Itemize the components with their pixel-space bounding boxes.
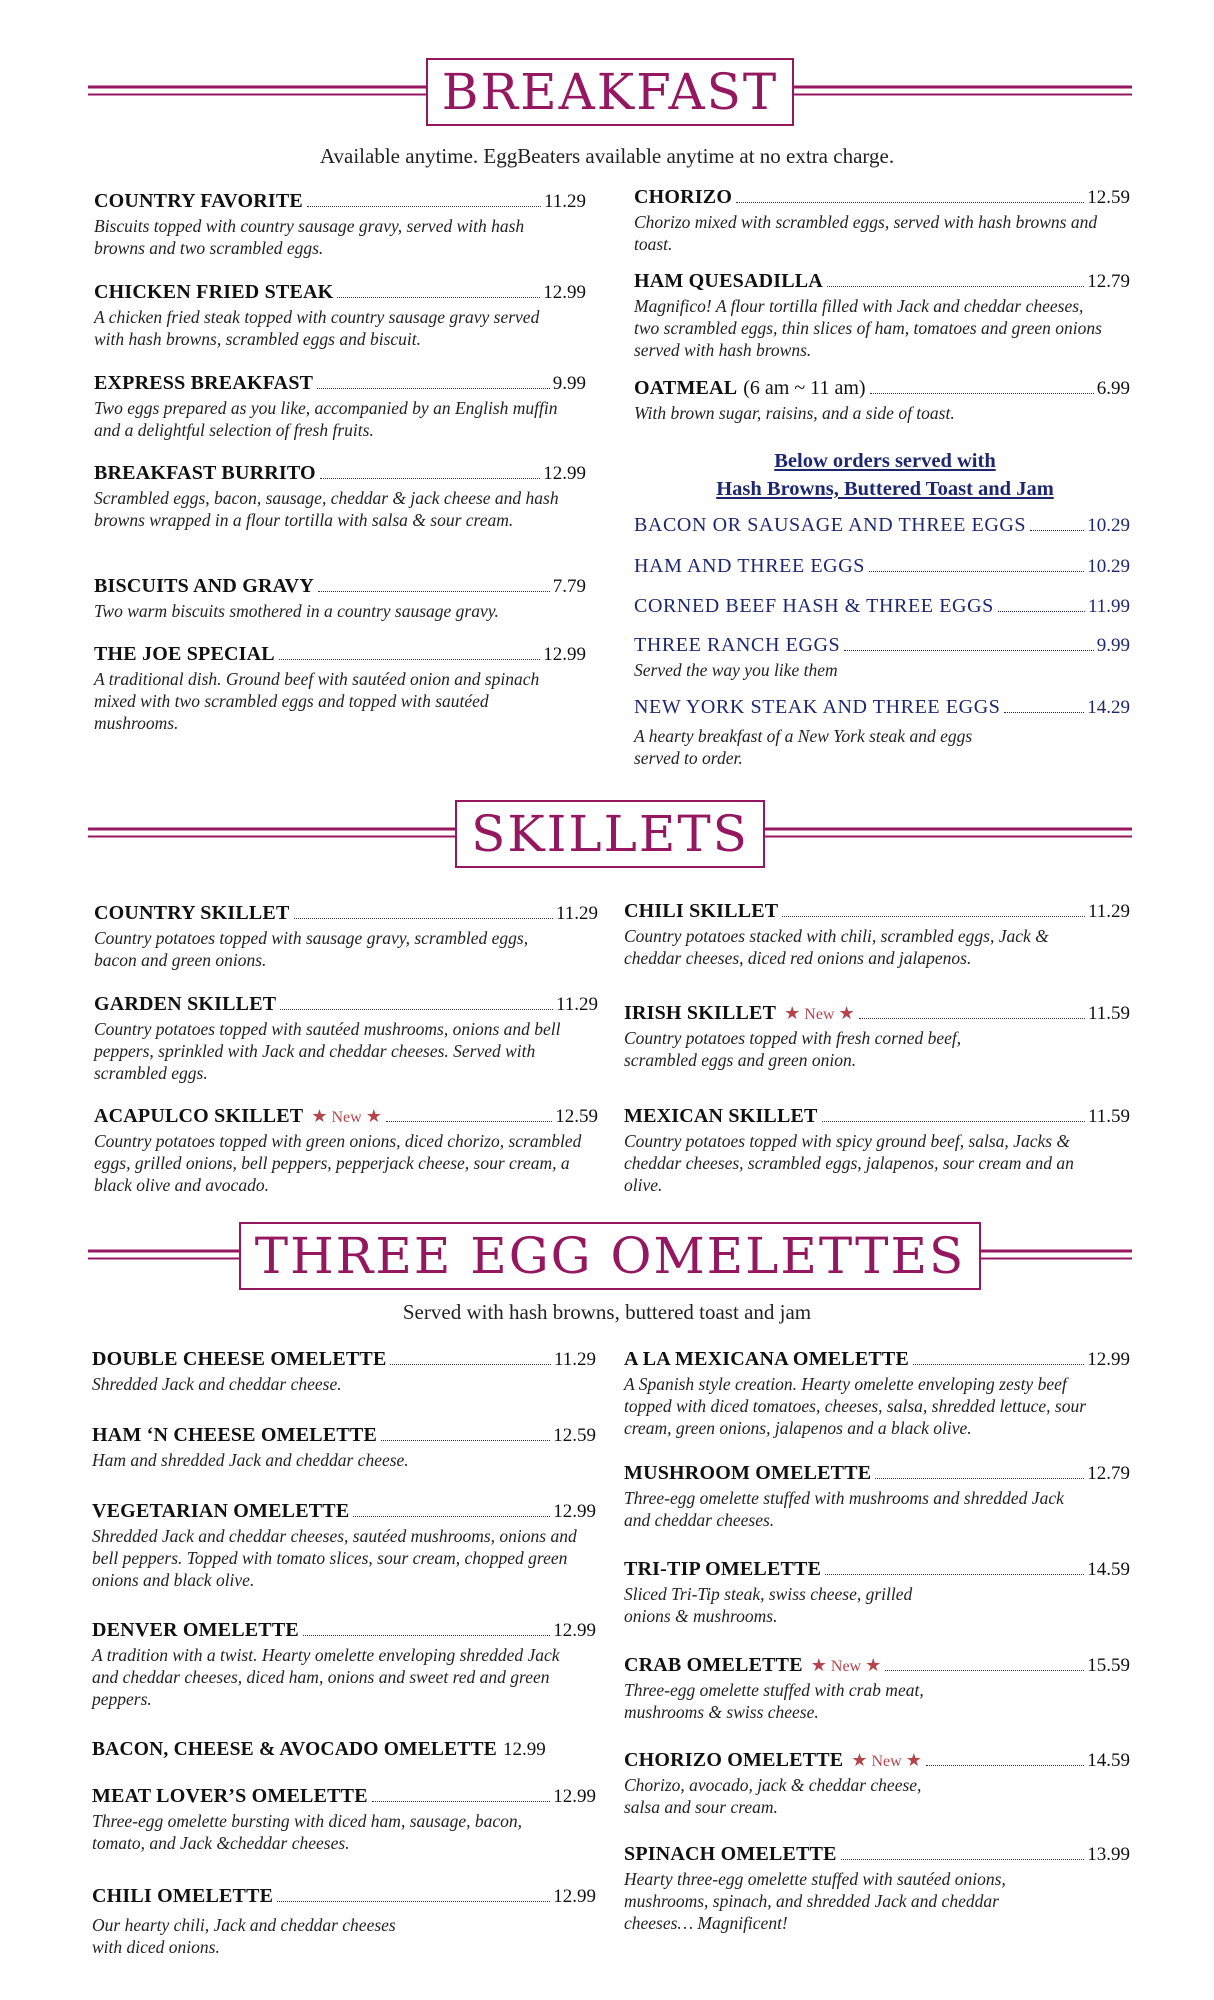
item-description: Our hearty chili, Jack and cheddar cheeses with diced onions. (92, 1915, 396, 1957)
omelettes-subtitle: Served with hash browns, buttered toast and jam (402, 1300, 812, 1324)
star-icon: ★ (838, 1003, 855, 1023)
item-description: A chicken fried steak topped with country sausage gravy served with hash browns, scrambled eggs and biscuit. (94, 307, 540, 349)
leader-dots (885, 1670, 1084, 1671)
leader-dots (913, 1364, 1084, 1365)
leader-dots (277, 1901, 550, 1902)
item-price: 6.99 (1096, 378, 1130, 399)
item-price: 12.99 (553, 1620, 596, 1641)
item-description: Ham and shredded Jack and cheddar cheese. (92, 1450, 409, 1470)
item-name: DENVER OMELETTE (92, 1619, 299, 1641)
item-description: Biscuits topped with country sausage gravy, served with hash browns and two scrambled eggs. (94, 216, 525, 258)
menu-item (634, 186, 1130, 255)
item-description: Country potatoes topped with sausage gravy, scrambled eggs, bacon and green onions. (94, 928, 529, 970)
item-name: EXPRESS BREAKFAST (94, 372, 314, 394)
leader-dots (1030, 530, 1084, 531)
leader-dots (825, 1574, 1084, 1575)
star-icon: ★ (311, 1106, 328, 1126)
item-name: CHILI SKILLET (624, 900, 779, 922)
item-name: COUNTRY FAVORITE (94, 190, 303, 212)
item-description: A traditional dish. Ground beef with sautéed onion and spinach mixed with two scrambled eggs and topped with sautéed mushrooms. (94, 669, 540, 733)
star-icon: ★ (851, 1750, 868, 1770)
item-price: 12.99 (543, 463, 586, 484)
new-badge (811, 1655, 882, 1676)
menu-item (94, 643, 586, 734)
star-icon: ★ (810, 1655, 827, 1675)
item-name: THE JOE SPECIAL (94, 643, 275, 665)
item-description: Three-egg omelette stuffed with mushrooms and shredded Jack and cheddar cheeses. (624, 1488, 1064, 1530)
item-name: A LA MEXICANA OMELETTE (624, 1348, 910, 1370)
item-name: THREE RANCH EGGS (634, 634, 841, 656)
leader-dots (318, 591, 550, 592)
leader-dots (386, 1121, 552, 1122)
item-description: A hearty breakfast of a New York steak and eggs served to order. (634, 726, 973, 768)
breakfast-subtitle: Available anytime. EggBeaters available anytime at no extra charge. (319, 144, 895, 168)
item-price: 11.29 (1087, 901, 1130, 922)
leader-dots (841, 1859, 1085, 1860)
item-description: With brown sugar, raisins, and a side of toast. (634, 403, 955, 423)
item-price: 14.59 (1087, 1559, 1130, 1580)
item-name: CHORIZO (634, 186, 733, 208)
item-description: Chorizo mixed with scrambled eggs, served with hash browns and toast. (634, 212, 1098, 254)
leader-dots (998, 611, 1085, 612)
item-name: GARDEN SKILLET (94, 993, 277, 1015)
menu-item (92, 1785, 596, 1854)
item-price: 12.99 (553, 1786, 596, 1807)
new-label: New (804, 1006, 835, 1023)
item-name: BACON, CHEESE & AVOCADO OMELETTE (92, 1739, 497, 1760)
item-name: HAM ‘N CHEESE OMELETTE (92, 1424, 377, 1446)
leader-dots (303, 1635, 550, 1636)
leader-dots (320, 478, 540, 479)
leader-dots (381, 1440, 550, 1441)
menu-item (92, 1885, 596, 1958)
new-badge (851, 1750, 922, 1771)
item-price: 12.79 (1087, 271, 1130, 292)
item-description: Country potatoes topped with fresh corned beef, scrambled eggs and green onion. (624, 1028, 962, 1070)
menu-item (634, 514, 1130, 537)
leader-dots (859, 1018, 1085, 1019)
leader-dots (372, 1801, 551, 1802)
leader-dots (782, 916, 1085, 917)
item-description: Chorizo, avocado, jack & cheddar cheese, salsa and sour cream. (624, 1775, 922, 1817)
menu-item (94, 902, 598, 971)
menu-item (94, 462, 586, 531)
item-price: 14.59 (1087, 1750, 1130, 1771)
item-description: Magnifico! A flour tortilla filled with Jack and cheddar cheeses, two scrambled eggs, thin slices of ham, tomatoes and green onions served with hash browns. (634, 296, 1102, 360)
item-description: Country potatoes topped with green onions, diced chorizo, scrambled eggs, grilled onions, bell peppers, pepperjack cheese, sour cream, a black olive and avocado. (94, 1131, 582, 1195)
menu-item (94, 993, 598, 1084)
menu-item (624, 1002, 1130, 1071)
item-description: Shredded Jack and cheddar cheeses, sautéed mushrooms, onions and bell peppers. Topped with tomato slices, sour cream, chopped green onions and black olive. (92, 1526, 577, 1590)
item-description: Three-egg omelette stuffed with crab meat, mushrooms & swiss cheese. (624, 1680, 924, 1722)
omelettes-banner (88, 1222, 1132, 1290)
leader-dots (279, 659, 540, 660)
leader-dots (875, 1478, 1084, 1479)
item-description: Country potatoes topped with spicy ground beef, salsa, Jacks & cheddar cheeses, scrambled eggs, jalapenos, sour cream and an olive. (624, 1131, 1074, 1195)
leader-dots (317, 388, 550, 389)
item-description: Served the way you like them (634, 660, 838, 680)
item-name: MUSHROOM OMELETTE (624, 1462, 872, 1484)
breakfast-banner (88, 58, 1132, 126)
leader-dots (736, 202, 1084, 203)
leader-dots (353, 1516, 550, 1517)
skillets-banner (88, 800, 1132, 868)
menu-item (624, 1348, 1130, 1439)
item-description: Shredded Jack and cheddar cheese. (92, 1374, 342, 1394)
item-price: 12.99 (502, 1739, 546, 1760)
item-name: MEXICAN SKILLET (624, 1105, 818, 1127)
new-label: New (871, 1753, 902, 1770)
item-description: A Spanish style creation. Hearty omelette enveloping zesty beef topped with diced tomatoes, cheeses, salsa, shredded lettuce, sour cream, green onions, jalapenos and a black olive. (624, 1374, 1087, 1438)
item-price: 11.29 (555, 903, 598, 924)
item-price: 13.99 (1087, 1844, 1130, 1865)
item-price: 15.59 (1087, 1655, 1130, 1676)
menu-item (94, 575, 586, 622)
item-name: MEAT LOVER’S OMELETTE (92, 1785, 368, 1807)
item-price: 11.59 (1087, 1106, 1130, 1127)
leader-dots (337, 297, 540, 298)
hash-heading-line-2: Hash Browns, Buttered Toast and Jam (716, 478, 1054, 500)
menu-item (92, 1424, 596, 1471)
menu-item (94, 281, 586, 350)
item-price: 11.29 (553, 1349, 596, 1370)
item-price: 12.99 (1087, 1349, 1130, 1370)
item-name: IRISH SKILLET (624, 1002, 777, 1024)
item-price: 12.59 (1087, 187, 1130, 208)
menu-item (624, 1843, 1130, 1934)
item-price: 12.99 (553, 1501, 596, 1522)
menu-item (92, 1739, 596, 1761)
new-badge (784, 1003, 855, 1024)
menu-item (624, 1462, 1130, 1531)
item-price: 11.59 (1087, 1003, 1130, 1024)
leader-dots (822, 1121, 1085, 1122)
item-price: 12.99 (543, 282, 586, 303)
item-name: OATMEAL (634, 377, 738, 399)
menu-item (624, 900, 1130, 969)
item-name: HAM AND THREE EGGS (634, 555, 865, 577)
item-description: Country potatoes stacked with chili, scrambled eggs, Jack & cheddar cheeses, diced red onions and jalapenos. (624, 926, 1049, 968)
menu-item (634, 696, 1130, 769)
leader-dots (390, 1364, 550, 1365)
item-price: 12.99 (553, 1886, 596, 1907)
leader-dots (870, 393, 1094, 394)
item-name: VEGETARIAN OMELETTE (92, 1500, 350, 1522)
menu-item (624, 1105, 1130, 1196)
item-price: 9.99 (1096, 635, 1130, 656)
new-label: New (830, 1658, 862, 1675)
item-name: HAM QUESADILLA (634, 270, 823, 292)
item-name: BACON OR SAUSAGE AND THREE EGGS (634, 514, 1027, 536)
menu-item (634, 595, 1130, 618)
star-icon: ★ (784, 1003, 801, 1023)
section-title-omelettes: THREE EGG OMELETTES (239, 1222, 982, 1290)
leader-dots (844, 650, 1093, 651)
menu-item (624, 1749, 1130, 1818)
item-description: Country potatoes topped with sautéed mushrooms, onions and bell peppers, sprinkled with Jack and cheddar cheeses. Served with scrambled eggs. (94, 1019, 561, 1083)
leader-dots (294, 918, 553, 919)
hash-browns-heading (630, 447, 1140, 503)
item-price: 11.99 (1087, 596, 1130, 617)
menu-item (94, 372, 586, 441)
item-price: 12.79 (1087, 1463, 1130, 1484)
menu-item (634, 634, 1130, 681)
item-name: COUNTRY SKILLET (94, 902, 290, 924)
item-price: 12.59 (555, 1106, 598, 1127)
item-description: Hearty three-egg omelette stuffed with sautéed onions, mushrooms, spinach, and shredded Jack and cheddar cheeses… Magnificent! (624, 1869, 1006, 1933)
item-price: 11.29 (543, 191, 586, 212)
item-name: DOUBLE CHEESE OMELETTE (92, 1348, 387, 1370)
item-name: SPINACH OMELETTE (624, 1843, 837, 1865)
item-price: 11.29 (555, 994, 598, 1015)
menu-item (624, 1654, 1130, 1723)
item-price: 12.59 (553, 1425, 596, 1446)
item-name: CHILI OMELETTE (92, 1885, 274, 1907)
menu-item (94, 190, 586, 259)
new-label: New (331, 1109, 362, 1126)
item-price: 10.29 (1087, 515, 1130, 536)
star-icon: ★ (905, 1750, 922, 1770)
item-name: BREAKFAST BURRITO (94, 462, 316, 484)
item-name: CORNED BEEF HASH & THREE EGGS (634, 595, 994, 617)
item-name: CHORIZO OMELETTE (624, 1749, 844, 1771)
item-description: Two warm biscuits smothered in a country sausage gravy. (94, 601, 499, 621)
new-badge (311, 1106, 382, 1127)
menu-item (624, 1558, 1130, 1627)
menu-item (634, 555, 1130, 578)
item-description: Three-egg omelette bursting with diced ham, sausage, bacon, tomato, and Jack &cheddar cheeses. (92, 1811, 522, 1853)
item-description: Two eggs prepared as you like, accompanied by an English muffin and a delightful selection of fresh fruits. (94, 398, 558, 440)
menu-item (92, 1500, 596, 1591)
item-description: A tradition with a twist. Hearty omelette enveloping shredded Jack and cheddar cheeses, diced ham, onions and sweet red and green peppers. (92, 1645, 560, 1709)
menu-item (634, 270, 1130, 361)
star-icon: ★ (365, 1106, 382, 1126)
item-name: CHICKEN FRIED STEAK (94, 281, 334, 303)
item-price: 12.99 (543, 644, 586, 665)
menu-item (634, 377, 1130, 424)
leader-dots (1004, 712, 1084, 713)
hash-heading-line-1: Below orders served with (774, 450, 996, 472)
menu-item (92, 1619, 596, 1710)
item-name: TRI-TIP OMELETTE (624, 1558, 822, 1580)
leader-dots (869, 571, 1084, 572)
leader-dots (280, 1009, 553, 1010)
leader-dots (827, 286, 1084, 287)
menu-item (94, 1105, 598, 1196)
item-price: 10.29 (1087, 556, 1130, 577)
item-price: 9.99 (552, 373, 586, 394)
section-title-skillets: SKILLETS (455, 800, 765, 868)
menu-item (92, 1348, 596, 1395)
star-icon: ★ (865, 1655, 882, 1675)
section-title-breakfast: BREAKFAST (426, 58, 794, 126)
item-description: Sliced Tri-Tip steak, swiss cheese, grilled onions & mushrooms. (624, 1584, 913, 1626)
item-name: BISCUITS AND GRAVY (94, 575, 314, 597)
item-price: 14.29 (1087, 697, 1130, 718)
item-hours: (6 am ~ 11 am) (743, 377, 866, 399)
item-name: NEW YORK STEAK AND THREE EGGS (634, 696, 1001, 718)
item-price: 7.79 (552, 576, 586, 597)
leader-dots (926, 1765, 1084, 1766)
item-description: Scrambled eggs, bacon, sausage, cheddar & jack cheese and hash browns wrapped in a flour tortilla with salsa & sour cream. (94, 488, 559, 530)
leader-dots (307, 206, 541, 207)
item-name: ACAPULCO SKILLET (94, 1105, 304, 1127)
item-name: CRAB OMELETTE (624, 1654, 803, 1676)
